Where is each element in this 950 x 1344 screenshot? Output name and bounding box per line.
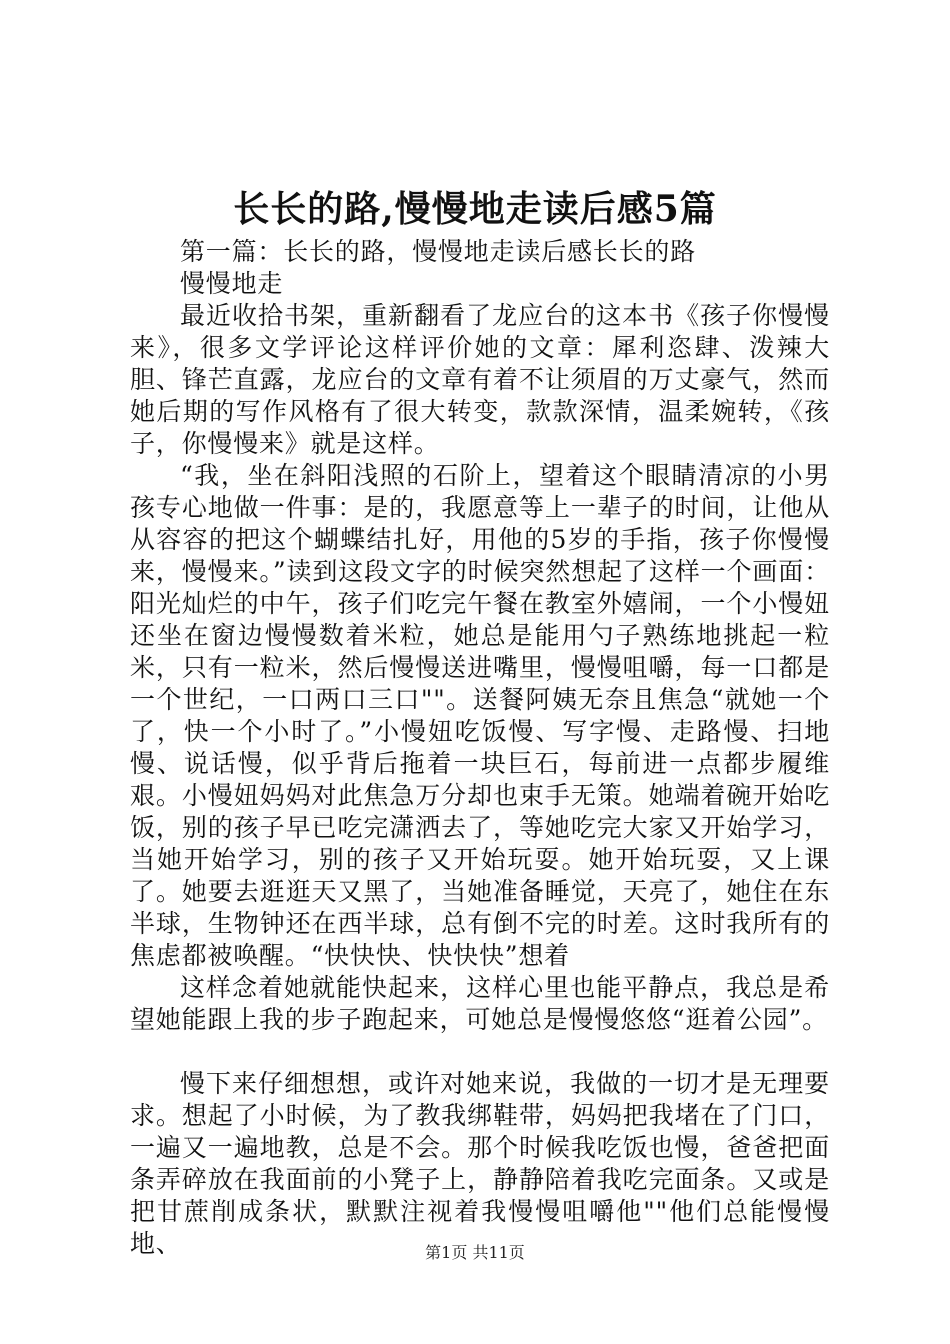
paragraph: 最近收拾书架，重新翻看了龙应台的这本书《孩子你慢慢来》，很多文学评论这样评价她的文章：犀利恣肆、泼辣大胆、锋芒直露，龙应台的文章有着不让须眉的万丈豪气，然而她后期的写作风格有了很大转变，款款深情，温柔婉转，《孩子，你慢慢来》就是这样。 xyxy=(130,301,830,458)
paragraph: 慢下来仔细想想，或许对她来说，我做的一切才是无理要求。想起了小时候，为了教我绑鞋带，妈妈把我堵在了门口，一遍又一遍地教，总是不会。那个时候我吃饭也慢，爸爸把面条弄碎放在我面前的小凳子上，静静陪着我吃完面条。又或是把甘蔗削成条状，默默注视着我慢慢咀嚼他""他们总能慢慢地、 xyxy=(130,1069,830,1258)
paragraph: 这样念着她就能快起来，这样心里也能平静点，我总是希望她能跟上我的步子跑起来，可她总是慢慢悠悠“逛着公园”。 xyxy=(130,973,830,1034)
paragraph-heading: 第一篇：长长的路，慢慢地走读后感长长的路 xyxy=(180,237,697,266)
document-body xyxy=(130,236,830,1260)
page-footer: 第1页 共11页 xyxy=(425,1243,525,1262)
paragraph-heading-cont: 慢慢地走 xyxy=(180,269,284,298)
document-title: 长长的路,慢慢地走读后感5篇 xyxy=(233,188,717,230)
paragraph: “我，坐在斜阳浅照的石阶上，望着这个眼睛清凉的小男孩专心地做一件事：是的，我愿意等上一辈子的时间，让他从从容容的把这个蝴蝶结扎好，用他的5岁的手指，孩子你慢慢来，慢慢来。”读到这段文字的时候突然想起了这样一个画面：阳光灿烂的中午，孩子们吃完午餐在教室外嬉闹，一个小慢妞还坐在窗边慢慢数着米粒，她总是能用勺子熟练地挑起一粒米，只有一粒米，然后慢慢送进嘴里，慢慢咀嚼，每一口都是一个世纪，一口两口三口""。送餐阿姨无奈且焦急“就她一个了，快一个小时了。”小慢妞吃饭慢、写字慢、走路慢、扫地慢、说话慢，似乎背后拖着一块巨石，每前进一点都步履维艰。小慢妞妈妈对此焦急万分却也束手无策。她端着碗开始吃饭，别的孩子早已吃完潇洒去了，等她吃完大家又开始学习，当她开始学习，别的孩子又开始玩耍。她开始玩耍，又上课了。她要去逛逛天又黑了，当她准备睡觉，天亮了，她住在东半球，生物钟还在西半球，总有倒不完的时差。这时我所有的焦虑都被唤醒。“快快快、快快快”想着 xyxy=(130,461,830,970)
